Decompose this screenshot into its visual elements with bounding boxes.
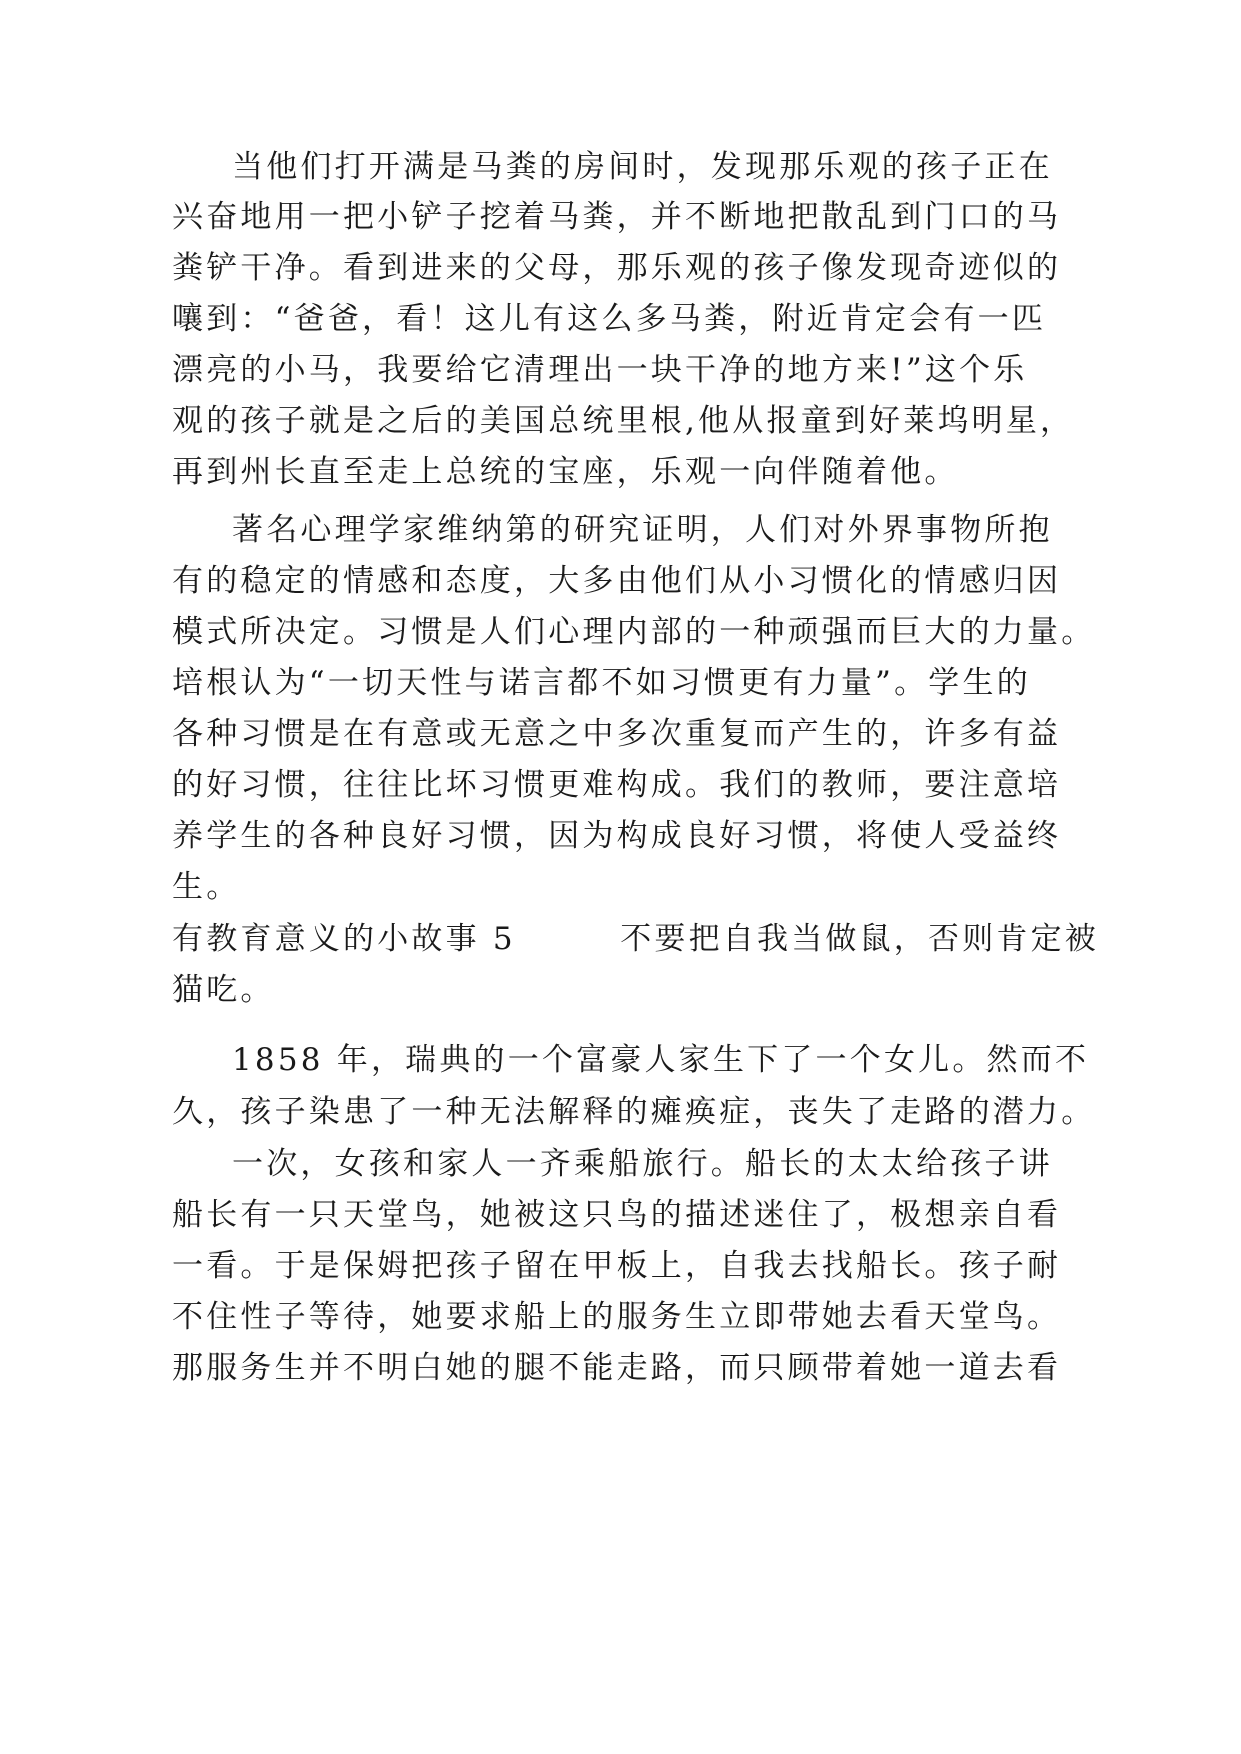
text-line bbox=[0, 655, 1241, 711]
text-line bbox=[0, 1238, 1241, 1294]
story-heading bbox=[0, 962, 1241, 1018]
heading-text: 猫吃。 bbox=[172, 972, 275, 1008]
line-text: 1858 年，瑞典的一个富豪人家生下了一个女儿。然而不 bbox=[232, 1042, 1090, 1078]
story-heading bbox=[0, 911, 1241, 967]
text-line bbox=[0, 502, 1241, 558]
text-line bbox=[0, 604, 1241, 660]
line-text: 各种习惯是在有意或无意之中多次重复而产生的，许多有益 bbox=[172, 716, 1062, 752]
text-line bbox=[0, 1289, 1241, 1345]
line-text: 著名心理学家维纳第的研究证明，人们对外界事物所抱 bbox=[232, 512, 1053, 548]
line-text: 培根认为“一切天性与诺言都不如习惯更有力量”。学生的 bbox=[172, 665, 1031, 701]
text-line bbox=[0, 342, 1241, 398]
line-text: 观的孩子就是之后的美国总统里根,他从报童到好莱坞明星， bbox=[172, 403, 1075, 439]
text-line bbox=[0, 859, 1241, 915]
line-text: 一看。于是保姆把孩子留在甲板上，自我去找船长。孩子耐 bbox=[172, 1248, 1062, 1284]
heading-text: 有教育意义的小故事 5 不要把自我当做鼠，否则肯定被 bbox=[172, 921, 1100, 957]
line-text: 那服务生并不明白她的腿不能走路，而只顾带着她一道去看 bbox=[172, 1350, 1062, 1386]
line-text: 有的稳定的情感和态度，大多由他们从小习惯化的情感归因 bbox=[172, 563, 1062, 599]
text-line bbox=[0, 1136, 1241, 1192]
line-text: 模式所决定。习惯是人们心理内部的一种顽强而巨大的力量。 bbox=[172, 614, 1096, 650]
text-line bbox=[0, 553, 1241, 609]
text-line bbox=[0, 1340, 1241, 1396]
line-text: 一次，女孩和家人一齐乘船旅行。船长的太太给孩子讲 bbox=[232, 1146, 1053, 1182]
line-text: 漂亮的小马，我要给它清理出一块干净的地方来!”这个乐 bbox=[172, 352, 1028, 388]
text-line bbox=[0, 189, 1241, 245]
line-text: 不住性子等待，她要求船上的服务生立即带她去看天堂鸟。 bbox=[172, 1299, 1062, 1335]
text-line bbox=[0, 444, 1241, 500]
text-line bbox=[0, 757, 1241, 813]
line-text: 久，孩子染患了一种无法解释的瘫痪症，丧失了走路的潜力。 bbox=[172, 1094, 1096, 1130]
text-line bbox=[0, 393, 1241, 449]
line-text: 生。 bbox=[172, 869, 241, 905]
line-text: 当他们打开满是马粪的房间时，发现那乐观的孩子正在 bbox=[232, 149, 1053, 185]
line-text: 兴奋地用一把小铲子挖着马粪，并不断地把散乱到门口的马 bbox=[172, 199, 1062, 235]
text-line bbox=[0, 1084, 1241, 1140]
line-text: 嚷到：“爸爸，看！这儿有这么多马粪，附近肯定会有一匹 bbox=[172, 301, 1047, 337]
text-line bbox=[0, 139, 1241, 195]
line-text: 的好习惯，往往比坏习惯更难构成。我们的教师，要注意培 bbox=[172, 767, 1062, 803]
line-text: 再到州长直至走上总统的宝座，乐观一向伴随着他。 bbox=[172, 454, 959, 490]
text-line bbox=[0, 291, 1241, 347]
line-text: 船长有一只天堂鸟，她被这只鸟的描述迷住了，极想亲自看 bbox=[172, 1197, 1062, 1233]
text-line bbox=[0, 706, 1241, 762]
text-line bbox=[0, 808, 1241, 864]
line-text: 养学生的各种良好习惯，因为构成良好习惯，将使人受益终 bbox=[172, 818, 1062, 854]
text-line bbox=[0, 1187, 1241, 1243]
text-line bbox=[0, 240, 1241, 296]
line-text: 粪铲干净。看到进来的父母，那乐观的孩子像发现奇迹似的 bbox=[172, 250, 1062, 286]
text-line bbox=[0, 1032, 1241, 1088]
